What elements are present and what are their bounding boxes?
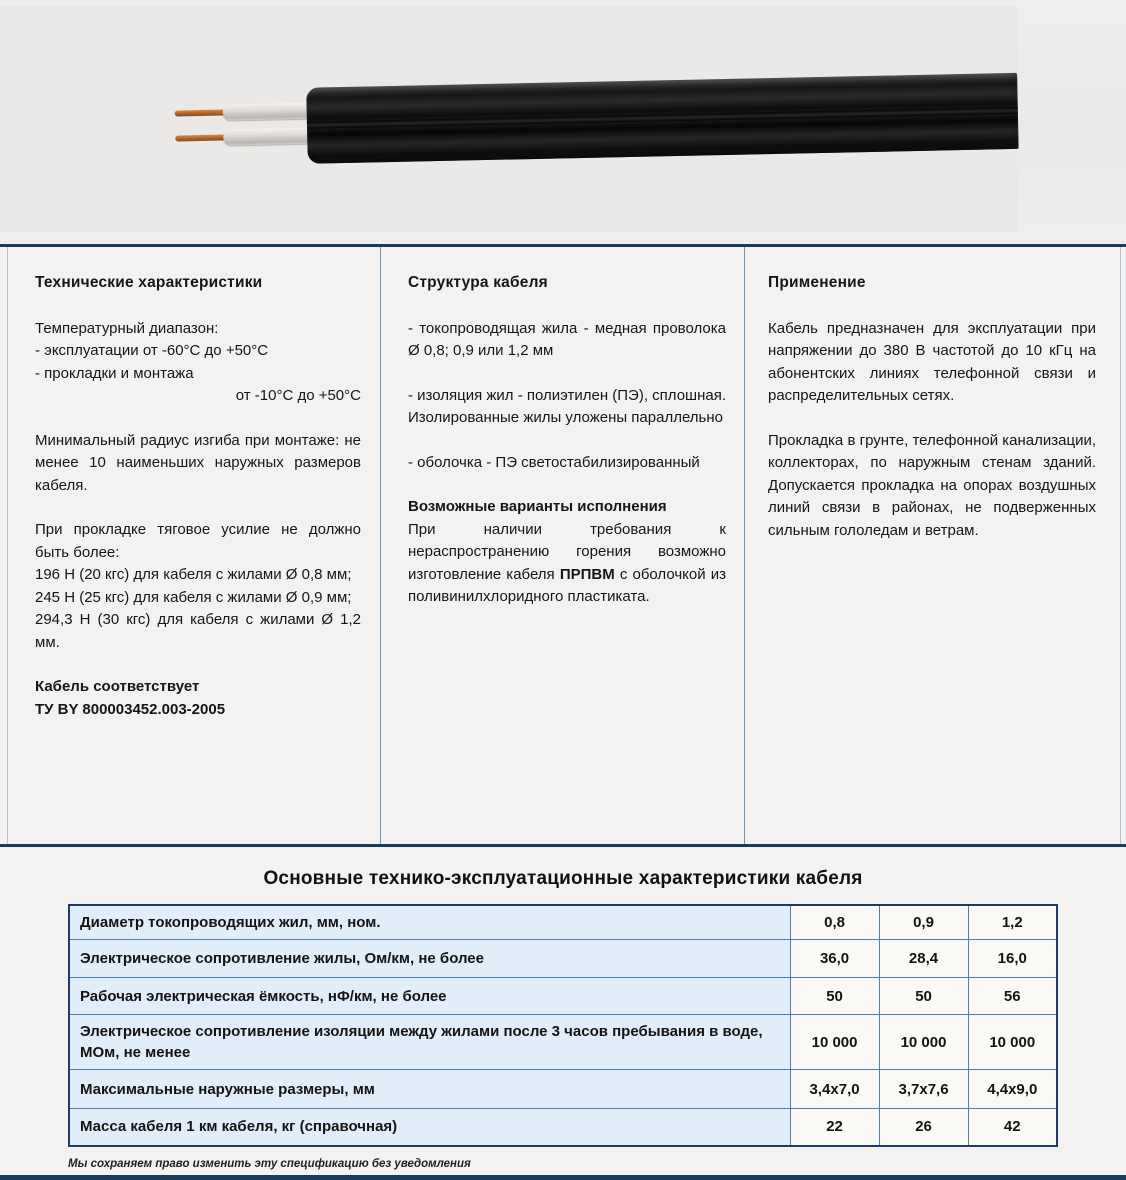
table-cell-value: 50 <box>790 978 879 1015</box>
section-title-application: Применение <box>768 274 866 291</box>
columns-left-border <box>7 247 8 844</box>
cable-jacket <box>306 73 1018 164</box>
table-cell-value: 0,8 <box>790 905 879 940</box>
table-row-label: Рабочая электрическая ёмкость, нФ/км, не более <box>69 978 790 1015</box>
table-row-label: Диаметр токопроводящих жил, мм, ном. <box>69 905 790 940</box>
insulation-tube-top <box>223 103 315 121</box>
table-cell-value: 36,0 <box>790 940 879 978</box>
column-divider-2 <box>744 247 745 844</box>
disclaimer-note: Мы сохраняем право изменить эту спецификацию без уведомления <box>68 1158 471 1170</box>
variants-subheading: Возможные варианты исполнения <box>408 498 667 515</box>
cable-photo <box>174 66 1021 176</box>
table-cell-value: 4,4х9,0 <box>968 1070 1057 1109</box>
variants-text-post: с оболочкой из поливинилхлоридного пластиката. <box>408 565 727 605</box>
bottom-accent-bar <box>0 1175 1126 1180</box>
table-row-label: Максимальные наружные размеры, мм <box>69 1070 790 1109</box>
standard-number-line: ТУ BY 800003452.003-2005 <box>35 700 226 718</box>
table-row-label: Электрическое сопротивление жилы, Ом/км, не более <box>69 940 790 978</box>
table-row <box>69 1015 1057 1070</box>
table-cell-value: 0,9 <box>879 905 968 940</box>
structure-item: - оболочка - ПЭ светостабилизированный <box>408 453 700 471</box>
table-title: Основные технико-эксплуатационные характеристики кабеля <box>263 868 863 889</box>
table-cell-value: 16,0 <box>968 940 1057 978</box>
column-technical-characteristics <box>35 272 361 721</box>
columns-right-border <box>1120 247 1121 844</box>
standard-conformance-line: Кабель соответствует <box>35 678 200 695</box>
temp-range-line: - эксплуатации от -60°С до +50°С <box>35 342 269 359</box>
temp-range-line: - прокладки и монтажа <box>35 364 194 382</box>
column-divider-1 <box>380 247 381 844</box>
temp-range-line: Температурный диапазон: <box>35 319 219 337</box>
table-row-label: Электрическое сопротивление изоляции между жилами после 3 часов пребывания в воде, МОм, не менее <box>69 1015 790 1070</box>
table-row <box>69 978 1057 1015</box>
column-cable-structure <box>408 272 726 609</box>
table-row <box>69 940 1057 978</box>
table-cell-value: 42 <box>968 1109 1057 1146</box>
table-row <box>69 1109 1057 1146</box>
insulation-tube-bottom <box>223 128 315 146</box>
table-cell-value: 3,4х7,0 <box>790 1070 879 1109</box>
table-row <box>69 905 1057 940</box>
application-paragraph: Кабель предназначен для эксплуатации при напряжении до 380 В частотой до 10 кГц на абонентских линиях телефонной связи и распределительных сетях. <box>768 319 1096 404</box>
table-cell-value: 10 000 <box>790 1015 879 1070</box>
pull-force-intro: При прокладке тяговое усилие не должно быть более: <box>35 521 361 561</box>
column-application <box>768 272 1096 542</box>
section-title-structure: Структура кабеля <box>408 274 548 291</box>
bend-radius-paragraph: Минимальный радиус изгиба при монтаже: не менее 10 наименьших наружных размеров кабеля. <box>35 431 361 494</box>
variants-paragraph <box>408 519 726 609</box>
top-divider-rule <box>0 244 1126 247</box>
cable-jacket-groove <box>307 107 1018 129</box>
table-cell-value: 22 <box>790 1109 879 1146</box>
table-cell-value: 50 <box>879 978 968 1015</box>
table-cell-value: 26 <box>879 1109 968 1146</box>
hero-photo-area <box>0 0 1126 244</box>
section-title-technical: Технические характеристики <box>35 274 263 291</box>
table-cell-value: 56 <box>968 978 1057 1015</box>
application-paragraph: Прокладка в грунте, телефонной канализации, коллекторах, по наружным стенам зданий. Допускается прокладка на опорах воздушных линий связи в районах, не подверженных сильным гололедам и ветрам. <box>768 431 1096 539</box>
table-row-label: Масса кабеля 1 км кабеля, кг (справочная) <box>69 1109 790 1146</box>
table-row <box>69 1070 1057 1109</box>
table-cell-value: 10 000 <box>879 1015 968 1070</box>
pull-force-item: 196 Н (20 кгс) для кабеля с жилами Ø 0,8 мм; <box>35 566 352 583</box>
table-cell-value: 28,4 <box>879 940 968 978</box>
spec-table <box>68 904 1058 1147</box>
table-cell-value: 10 000 <box>968 1015 1057 1070</box>
table-cell-value: 1,2 <box>968 905 1057 940</box>
pull-force-item: 294,3 Н (30 кгс) для кабеля с жилами Ø 1,2 мм. <box>35 611 361 651</box>
variants-text-pre: При наличии требования к нераспространению горения возможно изготовление кабеля <box>408 520 726 583</box>
temp-range-line: от -10°С до +50°С <box>235 387 361 404</box>
table-cell-value: 3,7х7,6 <box>879 1070 968 1109</box>
columns-bottom-rule <box>0 844 1126 847</box>
pull-force-item: 245 Н (25 кгс) для кабеля с жилами Ø 0,9 мм; <box>35 588 352 606</box>
structure-item: - изоляция жил - полиэтилен (ПЭ), сплошная. Изолированные жилы уложены параллельно <box>408 386 727 426</box>
variants-cable-code: ПРПВМ <box>559 565 615 583</box>
structure-item: - токопроводящая жила - медная проволока Ø 0,8; 0,9 или 1,2 мм <box>408 319 726 359</box>
